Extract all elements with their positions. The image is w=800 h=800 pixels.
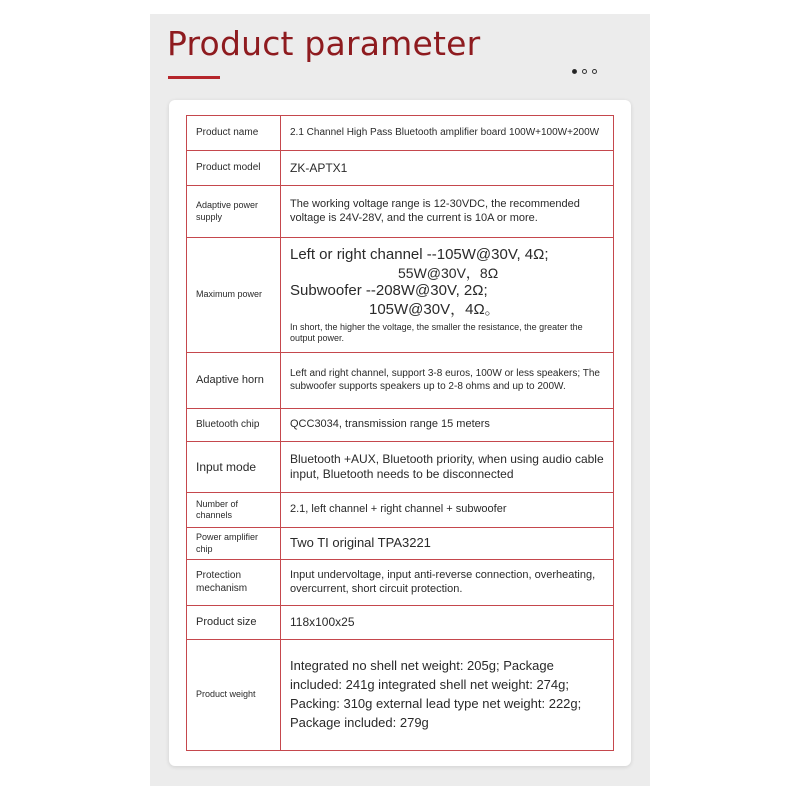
row-value: Left and right channel, support 3-8 euros, 100W or less speakers; The subwoofer supports speakers up to 2-8 ohms and up to 200W. [281, 353, 614, 409]
pagination-dots [572, 69, 597, 74]
page-title: Product parameter [167, 24, 481, 63]
row-label: Number of channels [187, 493, 281, 528]
row-value: ZK-APTX1 [281, 151, 614, 186]
row-value: The working voltage range is 12-30VDC, the recommended voltage is 24V-28V, and the current is 10A or more. [281, 186, 614, 238]
row-label: Product model [187, 151, 281, 186]
row-value: 118x100x25 [281, 606, 614, 640]
table-row [187, 606, 614, 640]
parameter-table [186, 115, 614, 751]
row-value: Integrated no shell net weight: 205g; Package included: 241g integrated shell net weight: 274g; Packing: 310g external lead type net weight: 222g; Package included: 279g [281, 640, 614, 751]
row-label: Protection mechanism [187, 560, 281, 606]
table-row [187, 442, 614, 493]
title-underline [168, 76, 220, 79]
table-row [187, 238, 614, 353]
table-row [187, 151, 614, 186]
row-label: Product name [187, 116, 281, 151]
table-row [187, 528, 614, 560]
row-value: Two TI original TPA3221 [281, 528, 614, 560]
table-row [187, 560, 614, 606]
row-value: Bluetooth +AUX, Bluetooth priority, when using audio cable input, Bluetooth needs to be disconnected [281, 442, 614, 493]
table-row [187, 493, 614, 528]
row-value: 2.1, left channel + right channel + subwoofer [281, 493, 614, 528]
row-label: Power amplifier chip [187, 528, 281, 560]
max-power-line-3: Subwoofer --208W@30V, 2Ω; [290, 282, 488, 300]
max-power-line-4: 105W@30V，4Ω。 [369, 300, 500, 318]
row-value [281, 238, 614, 353]
pagination-dot-2[interactable] [582, 69, 587, 74]
row-label: Product weight [187, 640, 281, 751]
row-value: QCC3034, transmission range 15 meters [281, 409, 614, 442]
pagination-dot-1[interactable] [572, 69, 577, 74]
max-power-line-2: 55W@30V，8Ω [398, 264, 499, 281]
table-row [187, 640, 614, 751]
row-label: Maximum power [187, 238, 281, 353]
row-label: Bluetooth chip [187, 409, 281, 442]
table-row [187, 116, 614, 151]
max-power-line-1: Left or right channel --105W@30V, 4Ω; [290, 245, 549, 263]
row-label: Product size [187, 606, 281, 640]
row-label: Input mode [187, 442, 281, 493]
row-value: Input undervoltage, input anti-reverse connection, overheating, overcurrent, short circuit protection. [281, 560, 614, 606]
table-row [187, 409, 614, 442]
table-row [187, 353, 614, 409]
row-value: 2.1 Channel High Pass Bluetooth amplifier board 100W+100W+200W [281, 116, 614, 151]
row-label: Adaptive power supply [187, 186, 281, 238]
max-power-note: In short, the higher the voltage, the smaller the resistance, the greater the output power. [290, 321, 583, 343]
table-row [187, 186, 614, 238]
pagination-dot-3[interactable] [592, 69, 597, 74]
row-label: Adaptive horn [187, 353, 281, 409]
